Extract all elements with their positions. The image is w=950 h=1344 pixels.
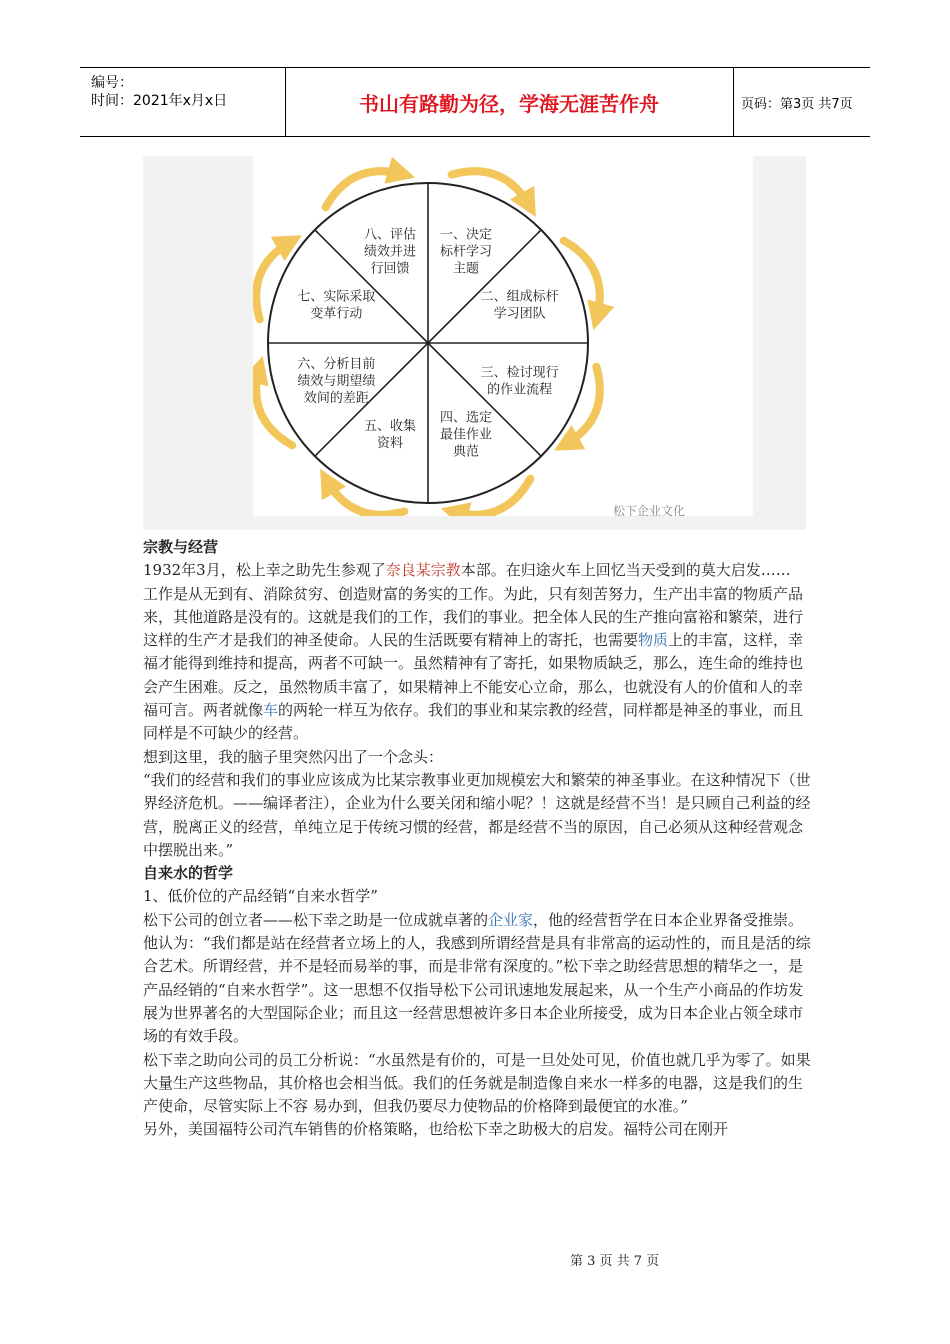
cycle-spokes — [268, 183, 588, 503]
cycle-step-label: 三、检讨现行的作业流程 — [480, 365, 559, 398]
link-nara-religion[interactable]: 奈良某宗教 — [385, 561, 461, 580]
header-meta — [80, 68, 286, 136]
cycle-diagram — [253, 156, 753, 516]
motto: 书山有路勤为径，学海无涯苦作舟 — [285, 68, 734, 136]
cycle-step-label: 五、收集资料 — [364, 419, 417, 452]
figure-caption: 松下企业文化 — [613, 504, 686, 518]
date-label: 时间：2021年x月x日 — [91, 93, 228, 109]
cycle-step-label: 七、实际采取变革行动 — [297, 289, 376, 322]
cycle-step-label: 二、组成标杆学习团队 — [480, 289, 559, 322]
cycle-step-label: 一、决定标杆学习主题 — [439, 227, 492, 277]
page-footer: 第 3 页 共 7 页 — [570, 1254, 660, 1269]
paragraph-6: 松下公司的创立者——松下幸之助是一位成就卓著的企业家，他的经营哲学在日本企业界备受推崇。他认为：“我们都是站在经营者立场上的人，我感到所谓经营是具有非常高的运动性的，而且是活的综合艺术。所谓经营，并不是轻而易举的事，而是非常有深度的。”松下幸之助经营思想的精华之一，是产品经销的“自来水哲学”。这一思想不仅指导松下公司讯速地发展起来，从一个生产小商品的作坊发展为世界著名的大型国际企业；而且这一经营思想被许多日本企业所接受，成为日本企业占领全球市场的有效手段。 — [143, 910, 811, 1046]
page-header — [80, 67, 870, 137]
paragraph-2: 工作是从无到有、消除贫穷、创造财富的务实的工作。为此，只有刻苦努力，生产出丰富的物质产品来，其他道路是没有的。这就是我们的工作，我们的事业。把全体人民的生产推向富裕和繁荣，进行这样的生产才是我们的神圣使命。人民的生活既要有精神上的寄托，也需要物质上的丰富，这样，幸福才能得到维持和提高，两者不可缺一。虽然精神有了寄托，如果物质缺乏，那么，连生命的维持也会产生困难。反之，虽然物质丰富了，如果精神上不能安心立命，那么，也就没有人的价值和人的幸福可言。两者就像车的两轮一样互为依存。我们的事业和某宗教的经营，同样都是神圣的事业，而且同样是不可缺少的经营。 — [143, 584, 804, 743]
article-body — [143, 536, 813, 1142]
link-material[interactable]: 物质 — [638, 631, 669, 650]
link-car[interactable]: 车 — [263, 701, 279, 720]
paragraph-8: 另外，美国福特公司汽车销售的价格策略，也给松下幸之助极大的启发。福特公司在刚开 — [143, 1120, 729, 1139]
cycle-step-label: 六、分析目前绩效与期望绩效间的差距 — [297, 356, 376, 406]
heading-religion: 宗教与经营 — [143, 538, 219, 556]
number-label: 编号： — [91, 75, 133, 91]
paragraph-4: “我们的经营和我们的事业应该成为比某宗教事业更加规模宏大和繁荣的神圣事业。在这种情况下（世界经济危机。——编译者注），企业为什么要关闭和缩小呢？！这就是经营不当！是只顾自己利益的经营，脱离正义的经营，单纯立足于传统习惯的经营，都是经营不当的原因，自己必须从这种经营观念中摆脱出来。” — [143, 770, 811, 859]
heading-tap-water: 自来水的哲学 — [143, 864, 234, 883]
paragraph-3: 想到这里，我的脑子里突然闪出了一个念头： — [143, 747, 444, 766]
cycle-step-label: 四、选定最佳作业典范 — [439, 410, 492, 460]
paragraph-5: 1、低价位的产品经销“自来水哲学” — [143, 887, 378, 906]
figure-canvas — [253, 156, 753, 516]
cycle-step-label: 八、评估绩效并进行回馈 — [364, 227, 417, 277]
paragraph-1: 1932年3月，松上幸之助先生参观了奈良某宗教本部。在归途火车上回忆当天受到的莫大启发…… — [143, 561, 791, 580]
link-entrepreneur[interactable]: 企业家 — [488, 910, 534, 929]
benchmark-cycle-figure — [143, 156, 806, 530]
paragraph-7: 松下幸之助向公司的员工分析说：“水虽然是有价的，可是一旦处处可见，价值也就几乎为零了。如果大量生产这些物品，其价格也会相当低。我们的任务就是制造像自来水一样多的电器，这是我们的生产使命，尽管实际上不容 易办到，但我仍要尽力使物品的价格降到最便宜的水准。” — [143, 1050, 811, 1116]
page-label: 页码：第3页 共7页 — [741, 96, 853, 112]
